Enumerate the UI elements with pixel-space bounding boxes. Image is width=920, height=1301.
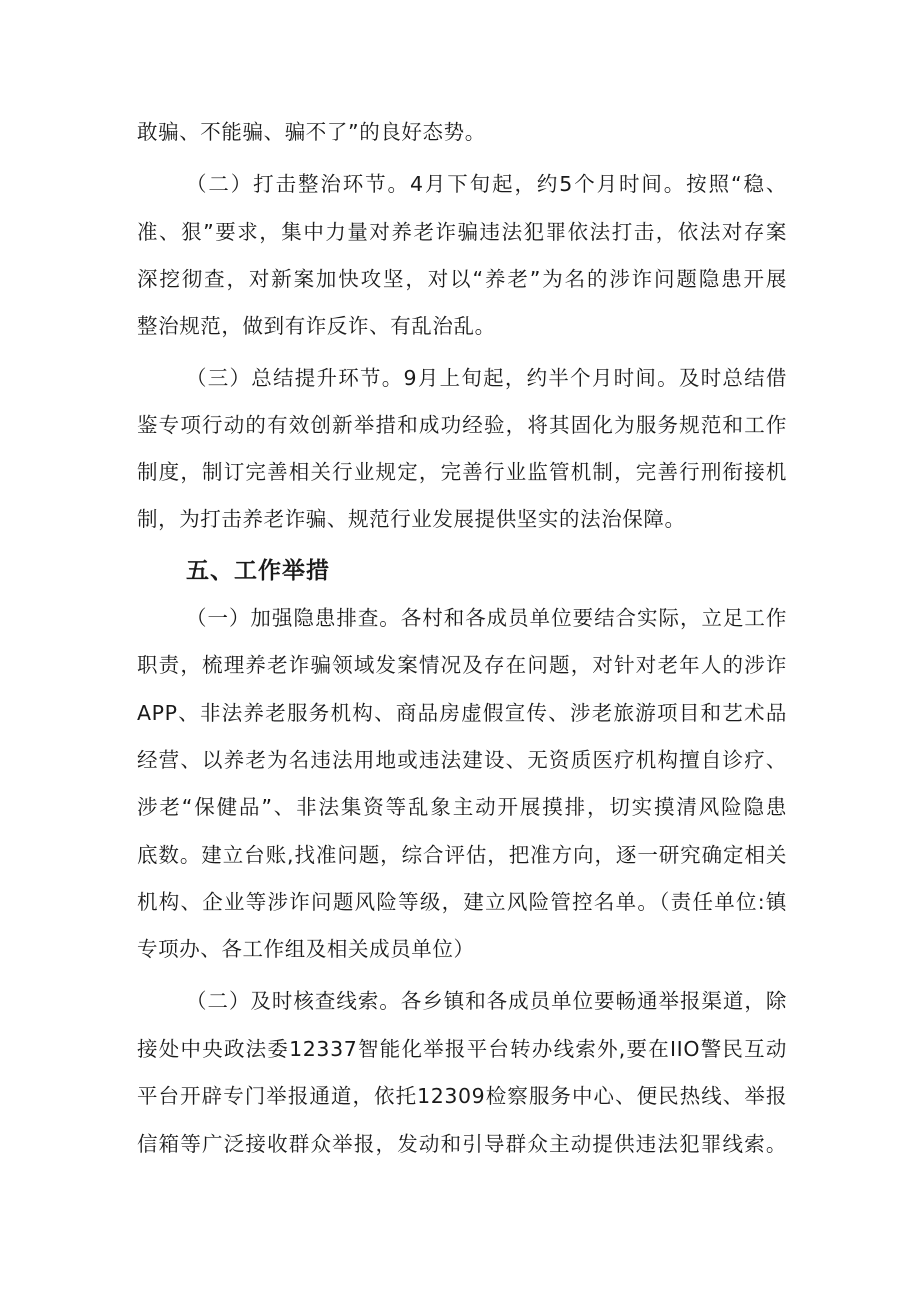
paragraph-line: 制，为打击养老诈骗、规范行业发展提供坚实的法治保障。 (137, 507, 686, 531)
paragraph-line: 鉴专项行动的有效创新举措和成功经验，将其固化为服务规范和工作 (137, 413, 787, 437)
paragraph-line: 信箱等广泛接收群众举报，发动和引导群众主动提供违法犯罪线索。 (137, 1132, 787, 1156)
paragraph-line: 敢骗、不能骗、骗不了”的良好态势。 (137, 120, 486, 144)
paragraph-line: 平台开辟专门举报通道，依托12309检察服务中心、便民热线、举报 (137, 1084, 787, 1108)
paragraph-line: 整治规范，做到有诈反诈、有乱治乱。 (137, 314, 496, 338)
paragraph-line: （一）加强隐患排查。各村和各成员单位要结合实际，立足工作 (186, 606, 787, 630)
paragraph-line: 机构、企业等涉诈问题风险等级，建立风险管控名单。（责任单位:镇 (137, 890, 787, 914)
paragraph-line: 涉老“保健品”、非法集资等乱象主动开展摸排，切实摸清风险隐患 (137, 795, 787, 819)
paragraph-line: 制度，制订完善相关行业规定，完善行业监管机制，完善行刑衔接机 (137, 460, 787, 484)
paragraph-line: 准、狠”要求，集中力量对养老诈骗违法犯罪依法打击，依法对存案 (137, 220, 787, 244)
paragraph-line: 职责，梳理养老诈骗领域发案情况及存在问题，对针对老年人的涉诈 (137, 653, 787, 677)
paragraph-line: （二）打击整治环节。4月下旬起，约5个月时间。按照“稳、 (186, 172, 787, 196)
paragraph-line: 经营、以养老为名违法用地或违法建设、无资质医疗机构擅自诊疗、 (137, 748, 787, 772)
section-heading: 五、工作举措 (186, 558, 330, 584)
paragraph-line: 专项办、各工作组及相关成员单位） (137, 937, 475, 961)
paragraph-line: 深挖彻查，对新案加快攻坚，对以“养老”为名的涉诈问题隐患开展 (137, 267, 787, 291)
paragraph-line: 底数。建立台账,找准问题，综合评估，把准方向，逐一研究确定相关 (137, 843, 787, 867)
paragraph-line: （二）及时核查线索。各乡镇和各成员单位要畅通举报渠道，除 (186, 989, 787, 1013)
paragraph-line: APP、非法养老服务机构、商品房虚假宣传、涉老旅游项目和艺术品 (137, 701, 787, 725)
paragraph-line: （三）总结提升环节。9月上旬起，约半个月时间。及时总结借 (186, 366, 787, 390)
paragraph-line: 接处中央政法委12337智能化举报平台转办线索外,要在IIO警民互动 (137, 1037, 787, 1061)
